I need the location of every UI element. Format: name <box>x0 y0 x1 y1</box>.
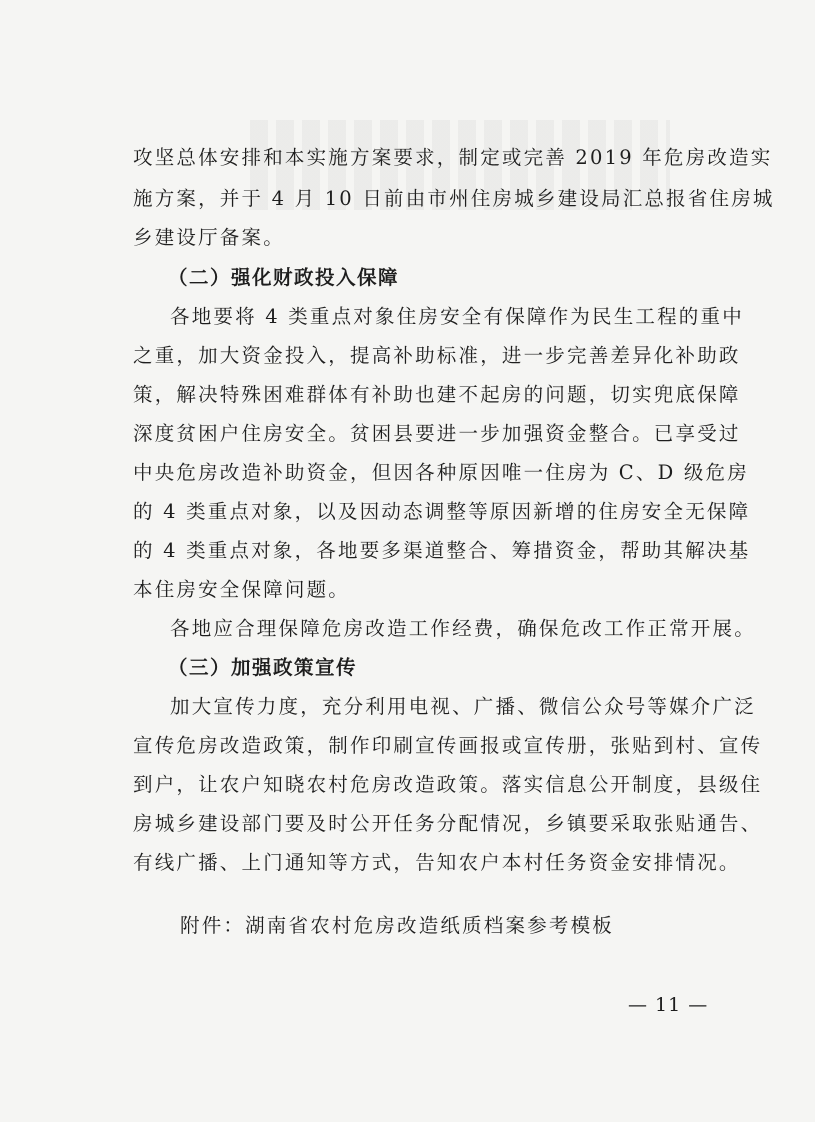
body-line: 施方案，并于 4 月 10 日前由市州住房城乡建设局汇总报省住房城 <box>133 187 775 210</box>
body-line: 各地应合理保障危房改造工作经费，确保危改工作正常开展。 <box>170 617 756 640</box>
body-line: 攻坚总体安排和本实施方案要求，制定或完善 2019 年危房改造实 <box>133 146 773 169</box>
section-heading: （二）强化财政投入保障 <box>168 266 400 289</box>
body-line: 乡建设厅备案。 <box>133 226 285 249</box>
body-line: 之重，加大资金投入，提高补助标准，进一步完善差异化补助政 <box>133 344 741 367</box>
body-line: 深度贫困户住房安全。贫困县要进一步加强资金整合。已享受过 <box>133 422 741 445</box>
body-line: 的 4 类重点对象，以及因动态调整等原因新增的住房安全无保障 <box>133 500 751 523</box>
attachment-line: 附件：湖南省农村危房改造纸质档案参考模板 <box>180 914 615 937</box>
body-line: 有线广播、上门通知等方式，告知农户本村任务资金安排情况。 <box>133 851 741 874</box>
body-line: 加大宣传力度，充分利用电视、广播、微信公众号等媒介广泛 <box>170 695 756 718</box>
body-line: 各地要将 4 类重点对象住房安全有保障作为民生工程的重中 <box>170 305 744 328</box>
body-line: 策，解决特殊困难群体有补助也建不起房的问题，切实兜底保障 <box>133 383 741 406</box>
body-line: 中央危房改造补助资金，但因各种原因唯一住房为 C、D 级危房 <box>133 461 749 484</box>
body-line: 的 4 类重点对象，各地要多渠道整合、筹措资金，帮助其解决基 <box>133 539 751 562</box>
body-line: 到户，让农户知晓农村危房改造政策。落实信息公开制度，县级住 <box>133 773 763 796</box>
body-line: 宣传危房改造政策，制作印刷宣传画报或宣传册，张贴到村、宣传 <box>133 734 763 757</box>
page-number: — 11 — <box>628 994 709 1016</box>
section-heading: （三）加强政策宣传 <box>168 656 358 679</box>
body-line: 房城乡建设部门要及时公开任务分配情况，乡镇要采取张贴通告、 <box>133 812 763 835</box>
body-line: 本住房安全保障问题。 <box>133 578 351 601</box>
